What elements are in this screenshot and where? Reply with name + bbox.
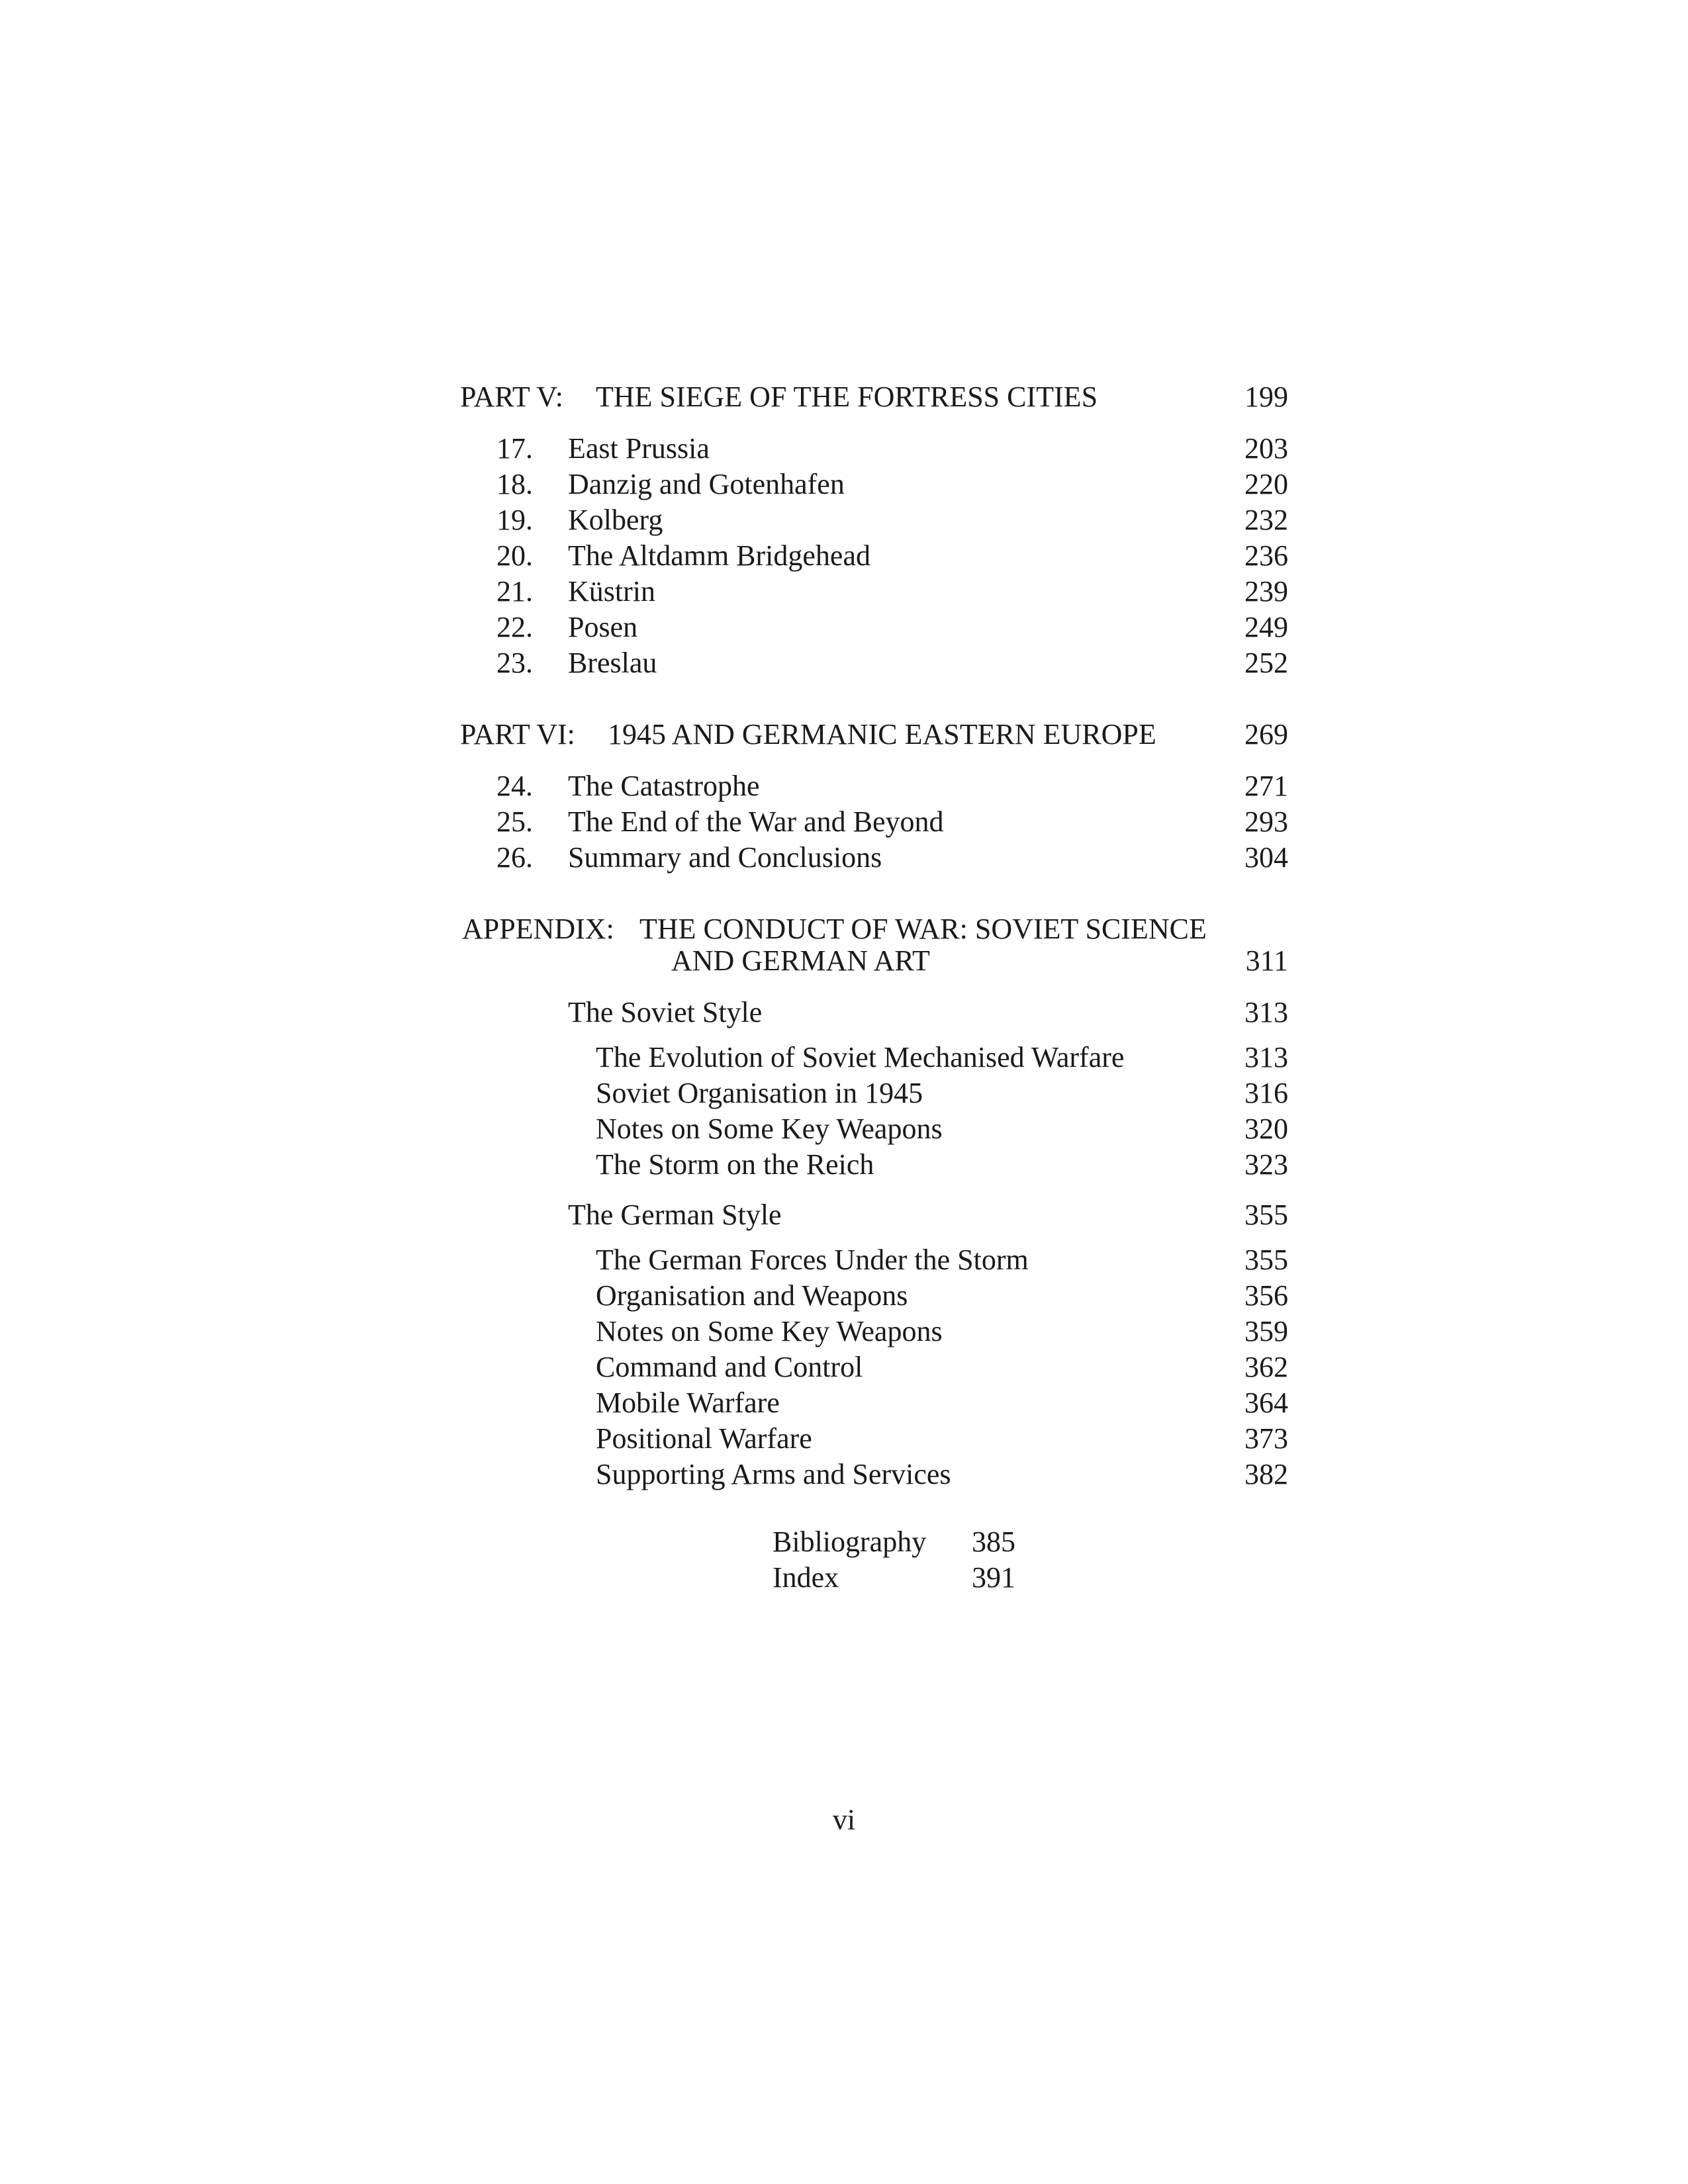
toc-subsection [0,1455,1688,1494]
toc-subsection [0,1145,1688,1185]
page-number: 355 [1244,1199,1288,1231]
page-number: 304 [1244,841,1288,874]
subsection-title: Notes on Some Key Weapons [596,1315,943,1347]
page-number: 355 [1244,1244,1288,1276]
subsection-title: Positional Warfare [596,1422,812,1455]
subsection-title: Notes on Some Key Weapons [596,1113,943,1145]
part-heading [0,377,1688,417]
chapter-number: 22. [496,611,533,643]
page-number: 252 [1244,647,1288,679]
chapter-title: Küstrin [568,575,655,608]
chapter-title: Posen [568,611,638,643]
toc-subsection [0,1073,1688,1113]
chapter-number: 21. [496,575,533,608]
appendix-title-line1: THE CONDUCT OF WAR: SOVIET SCIENCE [639,913,1207,945]
chapter-number: 24. [496,770,533,802]
page-number: 269 [1244,718,1288,751]
part-label: PART V: [460,381,563,413]
chapter-number: 19. [496,504,533,536]
back-matter-title: Index [773,1561,839,1594]
page-number: 239 [1244,575,1288,608]
page-number: 232 [1244,504,1288,536]
toc-chapter [0,643,1688,683]
toc-section [0,993,1688,1032]
toc-subsection [0,1276,1688,1316]
page-number: 359 [1244,1315,1288,1347]
subsection-title: The Storm on the Reich [596,1148,874,1181]
toc-chapter [0,838,1688,878]
chapter-number: 25. [496,805,533,838]
page-number: 203 [1244,432,1288,465]
toc-subsection [0,1038,1688,1077]
toc-chapter [0,429,1688,469]
chapter-title: The End of the War and Beyond [568,805,944,838]
toc-chapter [0,536,1688,576]
subsection-title: Command and Control [596,1351,863,1383]
toc-subsection [0,1347,1688,1387]
page-number: 313 [1244,996,1288,1028]
toc-subsection [0,1109,1688,1149]
section-title: The Soviet Style [568,996,763,1028]
chapter-title: Breslau [568,647,657,679]
page-number: 391 [972,1561,1015,1594]
section-title: The German Style [568,1199,782,1231]
chapter-title: Kolberg [568,504,663,536]
subsection-title: Organisation and Weapons [596,1279,908,1312]
page-number: 323 [1244,1148,1288,1181]
chapter-title: East Prussia [568,432,710,465]
page-number: 316 [1244,1077,1288,1109]
toc-subsection [0,1312,1688,1351]
part-title: THE SIEGE OF THE FORTRESS CITIES [596,381,1098,413]
toc-chapter [0,500,1688,540]
page-number: 236 [1244,539,1288,572]
page-number: 385 [972,1525,1015,1558]
appendix-title-line2: AND GERMAN ART [671,944,930,977]
page-number: 382 [1244,1458,1288,1490]
subsection-title: Soviet Organisation in 1945 [596,1077,923,1109]
chapter-number: 26. [496,841,533,874]
toc-chapter [0,465,1688,504]
page-folio: vi [832,1803,856,1836]
appendix-label: APPENDIX: [462,913,614,945]
back-matter-title: Bibliography [773,1525,927,1558]
toc-subsection [0,1240,1688,1280]
page-number: 199 [1244,381,1288,413]
part-heading [0,715,1688,754]
toc-chapter [0,572,1688,612]
part-label: PART VI: [460,718,575,751]
page-number: 220 [1244,468,1288,500]
page-number: 356 [1244,1279,1288,1312]
chapter-title: Danzig and Gotenhafen [568,468,845,500]
page-number: 293 [1244,805,1288,838]
chapter-title: The Altdamm Bridgehead [568,539,870,572]
subsection-title: Supporting Arms and Services [596,1458,951,1490]
part-title: 1945 AND GERMANIC EASTERN EUROPE [608,718,1156,751]
chapter-number: 23. [496,647,533,679]
page-number: 362 [1244,1351,1288,1383]
page-number: 364 [1244,1387,1288,1419]
toc-chapter [0,608,1688,647]
toc-subsection [0,1419,1688,1459]
page-number: 373 [1244,1422,1288,1455]
chapter-number: 20. [496,539,533,572]
page-number: 313 [1244,1041,1288,1073]
page-number: 320 [1244,1113,1288,1145]
page-number: 311 [1245,944,1288,977]
chapter-title: Summary and Conclusions [568,841,882,874]
page-number: 249 [1244,611,1288,643]
back-matter-item [0,1522,1688,1562]
toc-subsection [0,1383,1688,1423]
toc-chapter [0,766,1688,806]
chapter-number: 17. [496,432,533,465]
subsection-title: The Evolution of Soviet Mechanised Warfare [596,1041,1125,1073]
page-number: 271 [1244,770,1288,802]
chapter-number: 18. [496,468,533,500]
chapter-title: The Catastrophe [568,770,760,802]
appendix-heading-cont [0,941,1688,981]
subsection-title: Mobile Warfare [596,1387,780,1419]
toc-chapter [0,802,1688,842]
subsection-title: The German Forces Under the Storm [596,1244,1029,1276]
toc-section [0,1195,1688,1235]
back-matter-item [0,1558,1688,1598]
